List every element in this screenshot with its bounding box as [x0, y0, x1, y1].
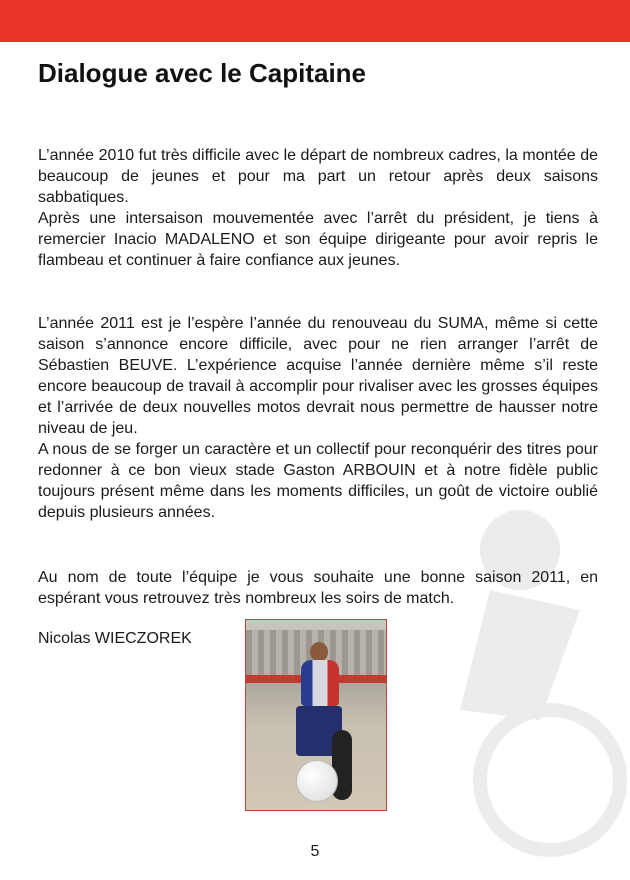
top-red-band: [0, 0, 630, 42]
paragraph: L’année 2010 fut très difficile avec le départ de nombreux cadres, la montée de beaucoup de jeunes et pour ma part un retour après deux saisons sabbatiques.: [38, 147, 598, 206]
ball-icon: [296, 760, 338, 802]
paragraph: A nous de se forger un caractère et un collectif pour reconquérir des titres pour redonner à ce bon vieux stade Gaston ARBOUIN et à notre fidèle public toujours présent même dans les moments difficiles, un goût de victoire oublié depuis plusieurs années.: [38, 441, 598, 521]
page-number: 5: [310, 843, 320, 860]
paragraph: L’année 2011 est je l’espère l’année du renouveau du SUMA, même si cette saison s’annonce encore difficile, avec pour ne rien arranger l’arrêt de Sébastien BEUVE. L’expérience acquise l’année dernière même s’il reste encore beaucoup de travail à accomplir pour rivaliser avec les grosses équipes et l’arrivée de deux nouvelles motos devrait nous permettre de hausser notre niveau de jeu.: [38, 315, 598, 437]
paragraph: Au nom de toute l’équipe je vous souhaite une bonne saison 2011, en espérant vous retrouvez très nombreux les soirs de match.: [38, 569, 598, 607]
rider-head: [310, 642, 328, 662]
rider-jersey: [301, 660, 339, 706]
page-title: Dialogue avec le Capitaine: [38, 58, 367, 88]
motoball-watermark-icon: [400, 470, 630, 870]
paragraph-block-3: [38, 567, 598, 609]
paragraph-block-1: [38, 145, 598, 271]
paragraph-block-2: [38, 313, 598, 523]
paragraph: Après une intersaison mouvementée avec l’arrêt du président, je tiens à remercier Inacio MADALENO et son équipe dirigeante pour avoir repris le flambeau et continuer à faire confiance aux jeunes.: [38, 210, 598, 269]
captain-photo: [245, 619, 387, 811]
signature: Nicolas WIECZOREK: [38, 630, 192, 647]
